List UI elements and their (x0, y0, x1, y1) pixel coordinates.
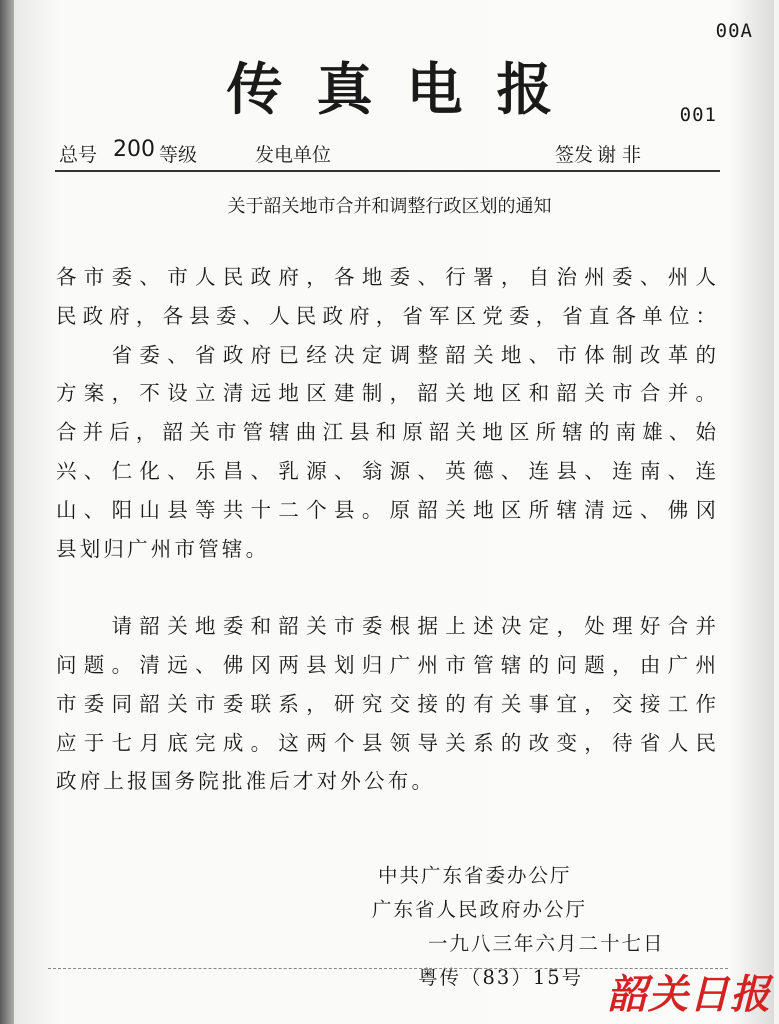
signer-name: 谢 非 (597, 144, 642, 166)
corner-number: 00A (715, 20, 753, 42)
body-line: 省委、省政府已经决定调整韶关地、市体制改革的 (56, 342, 716, 367)
serial-label: 总号 (59, 144, 98, 166)
body-line: 兴、仁化、乐昌、乳源、翁源、英德、连县、连南、连 (56, 458, 716, 483)
newspaper-logo: 韶关日报 (607, 972, 771, 1018)
body-line: 山、阳山县等共十二个县。原韶关地区所辖清远、佛冈 (56, 497, 716, 522)
body-line: 市委同韶关市委联系，研究交接的有关事宜，交接工作 (56, 691, 716, 716)
body-line: 各市委、市人民政府，各地委、行署，自治州委、州人 (56, 265, 716, 289)
document-title: 传真电报 (226, 58, 587, 123)
body-line: 民政府，各县委、人民政府，省军区党委，省直各单位： (56, 303, 716, 328)
signature-party-office: 中共广东省委办公厅 (378, 864, 572, 887)
signature-date: 一九八三年六月二十七日 (428, 932, 665, 955)
header-fields (55, 136, 720, 172)
body-line: 政府上报国务院批准后才对外公布。 (56, 769, 436, 794)
signature-government-office: 广东省人民政府办公厅 (372, 898, 588, 921)
notice-subject: 关于韶关地市合并和调整行政区划的通知 (227, 196, 552, 217)
body-line: 方案，不设立清远地区建制，韶关地区和韶关市合并。 (56, 381, 716, 406)
document-number: 粤传（83）15号 (418, 966, 584, 989)
notice-body (56, 258, 716, 801)
sender-label: 发电单位 (255, 144, 332, 166)
signer-label: 签发 (555, 144, 594, 166)
body-line: 请韶关地委和韶关市委根据上述决定，处理好合并 (56, 614, 716, 639)
grade-label: 等级 (159, 144, 198, 166)
header-rule (55, 170, 720, 172)
body-line: 问题。清远、佛冈两县划归广州市管辖的问题，由广州 (56, 652, 716, 677)
body-line: 合并后，韶关市管辖曲江县和原韶关地区所辖的南雄、始 (56, 420, 716, 445)
body-line: 县划归广州市管辖。 (56, 536, 270, 561)
serial-value: 200 (113, 137, 155, 162)
page-number: 001 (679, 104, 717, 126)
body-line: 应于七月底完成。这两个县领导关系的改变，待省人民 (56, 730, 716, 755)
body-spacer (56, 568, 716, 607)
